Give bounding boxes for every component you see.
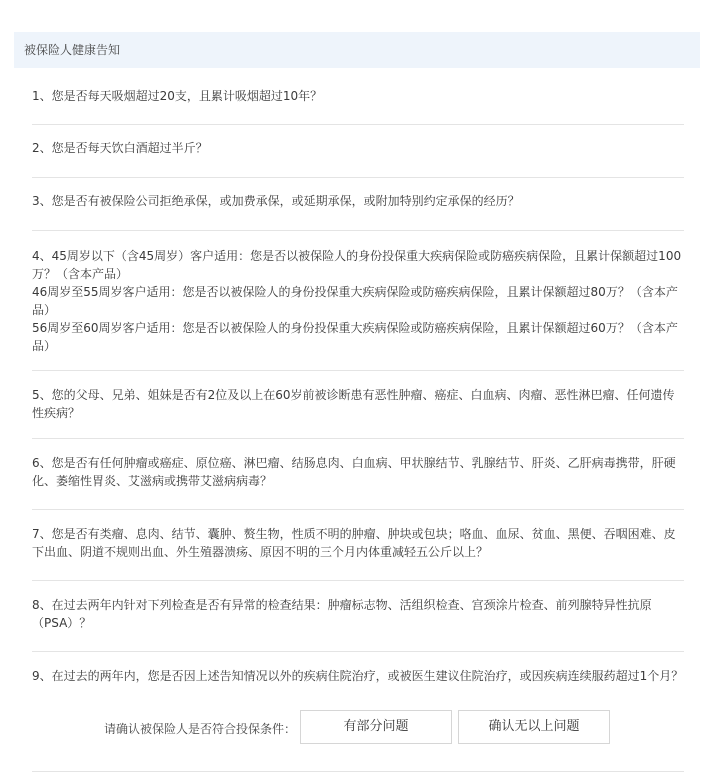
question-item-4 xyxy=(32,231,684,371)
question-item-9 xyxy=(32,652,684,702)
question-item-1 xyxy=(32,80,684,125)
question-text: 5、您的父母、兄弟、姐妹是否有2位及以上在60岁前被诊断患有恶性肿瘤、癌症、白血病、肉瘤、恶性淋巴瘤、任何遗传性疾病？ xyxy=(32,388,675,420)
question-item-3 xyxy=(32,178,684,231)
question-item-8 xyxy=(32,581,684,652)
question-text: 3、您是否有被保险公司拒绝承保，或加费承保，或延期承保，或附加特别约定承保的经历？ xyxy=(32,194,520,208)
question-text: 46周岁至55周岁客户适用：您是否以被保险人的身份投保重大疾病保险或防癌疾病保险，且累计保额超过80万？（含本产品） xyxy=(32,285,678,317)
has-partial-issues-button[interactable]: 有部分问题 xyxy=(300,710,452,744)
bottom-divider xyxy=(32,771,684,772)
question-list xyxy=(32,80,684,702)
question-item-2 xyxy=(32,125,684,178)
confirm-row xyxy=(0,710,720,746)
question-item-6 xyxy=(32,439,684,510)
question-text: 7、您是否有类瘤、息肉、结节、囊肿、赘生物，性质不明的肿瘤、肿块或包块；咯血、血尿、贫血、黑便、吞咽困难、皮下出血、阴道不规则出血、外生殖器溃疡、原因不明的三个月内体重减轻五公斤以上？ xyxy=(32,527,676,559)
question-text: 1、您是否每天吸烟超过20支，且累计吸烟超过10年？ xyxy=(32,89,323,103)
question-text: 56周岁至60周岁客户适用：您是否以被保险人的身份投保重大疾病保险或防癌疾病保险，且累计保额超过60万？（含本产品） xyxy=(32,321,678,353)
question-text: 8、在过去两年内针对下列检查是否有异常的检查结果：肿瘤标志物、活组织检查、宫颈涂片检查、前列腺特异性抗原（PSA）？ xyxy=(32,598,652,630)
confirm-label: 请确认被保险人是否符合投保条件： xyxy=(104,722,297,736)
section-title: 被保险人健康告知 xyxy=(24,43,121,57)
section-header xyxy=(14,32,700,68)
question-text: 6、您是否有任何肿瘤或癌症、原位癌、淋巴瘤、结肠息肉、白血病、甲状腺结节、乳腺结节、肝炎、乙肝病毒携带，肝硬化、萎缩性胃炎、艾滋病或携带艾滋病病毒？ xyxy=(32,456,676,488)
question-text: 4、45周岁以下（含45周岁）客户适用：您是否以被保险人的身份投保重大疾病保险或防癌疾病保险，且累计保额超过100万？（含本产品） xyxy=(32,249,682,281)
question-text: 9、在过去的两年内，您是否因上述告知情况以外的疾病住院治疗，或被医生建议住院治疗，或因疾病连续服药超过1个月？ xyxy=(32,669,684,683)
question-item-7 xyxy=(32,510,684,581)
question-text: 2、您是否每天饮白酒超过半斤？ xyxy=(32,141,208,155)
confirm-no-issues-button[interactable]: 确认无以上问题 xyxy=(458,710,610,744)
question-item-5 xyxy=(32,371,684,439)
